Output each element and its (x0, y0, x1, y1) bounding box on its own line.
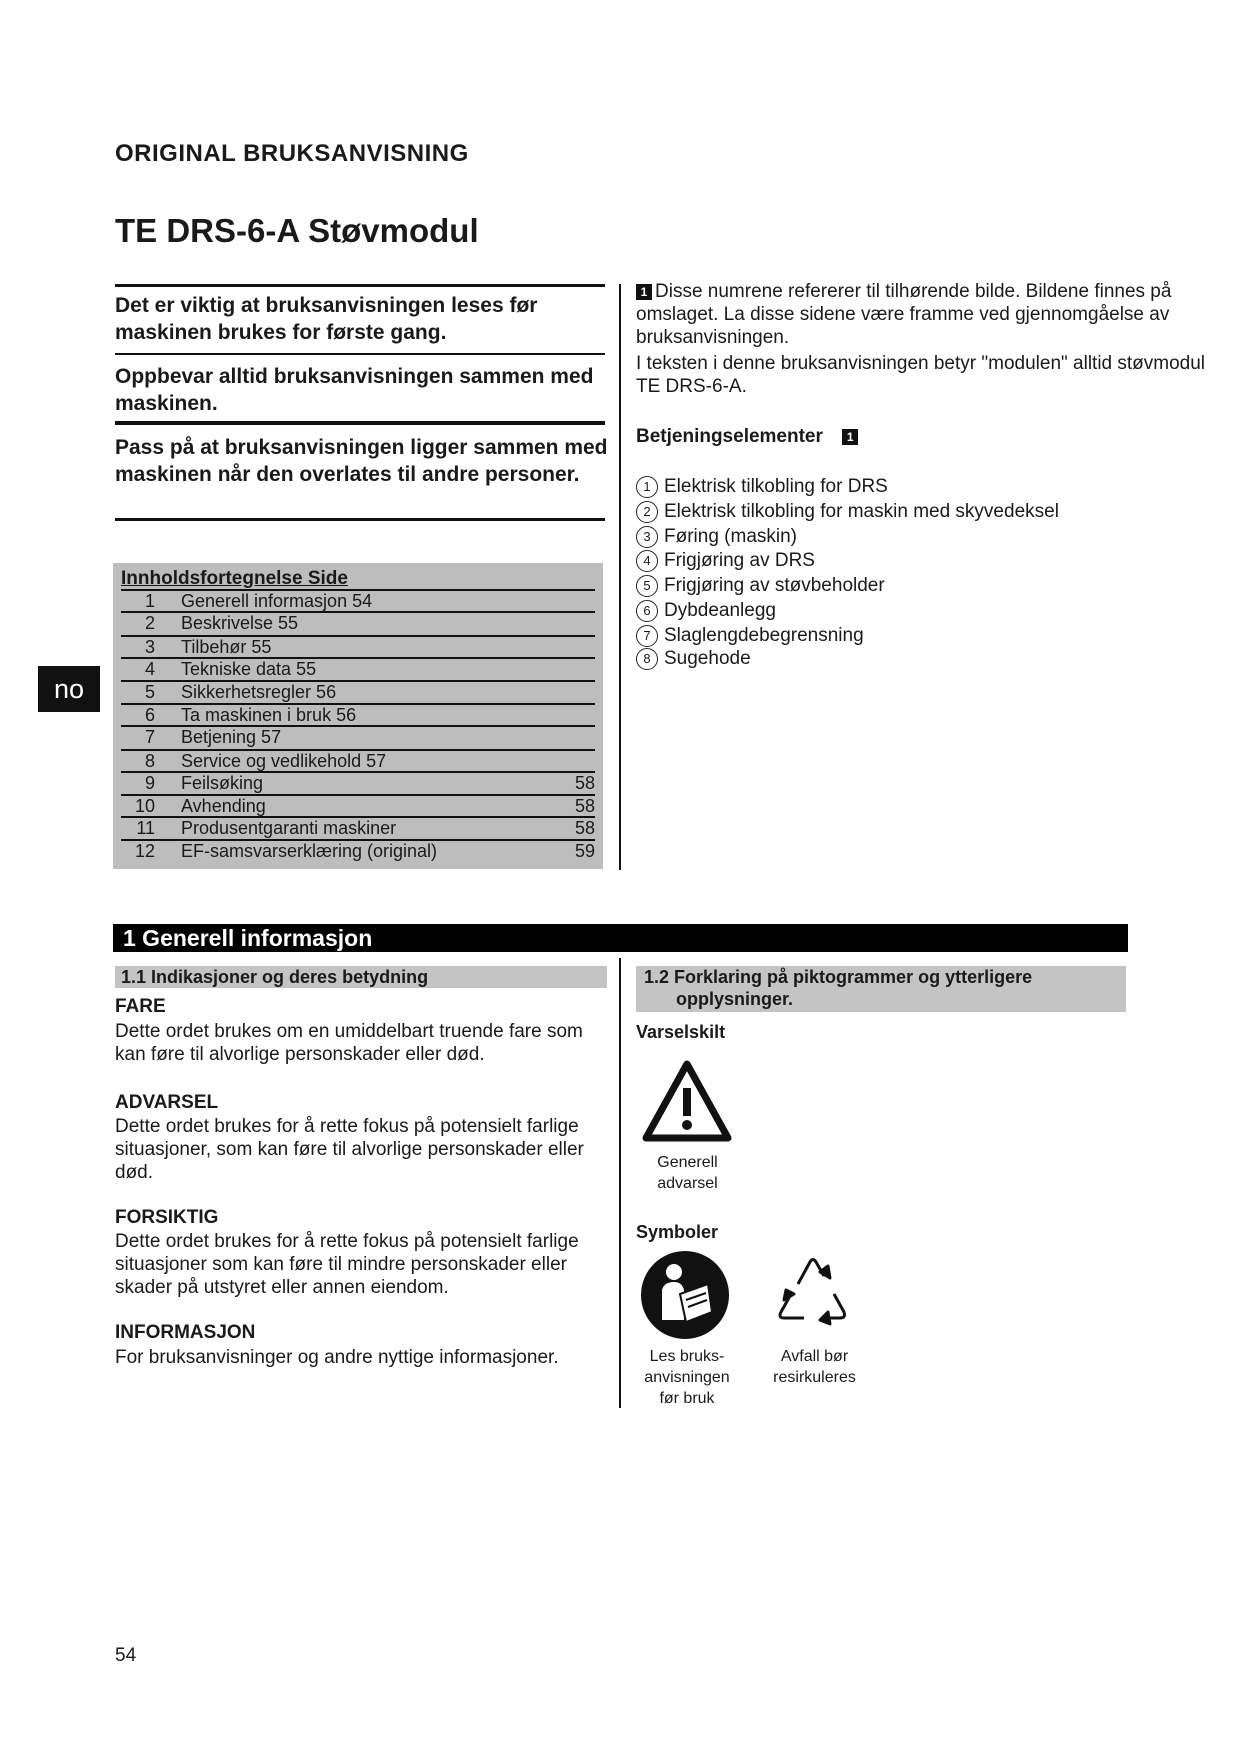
caption-line: Generell (657, 1154, 718, 1171)
control-item (636, 624, 864, 648)
control-item (636, 475, 888, 499)
toc-row (121, 749, 595, 773)
toc-title: Service og vedlikehold 57 (181, 751, 387, 771)
signal-word-fare: FARE (115, 996, 166, 1017)
control-item (636, 599, 776, 623)
toc-row (121, 635, 595, 659)
signal-word-informasjon: INFORMASJON (115, 1322, 256, 1343)
toc-row (121, 589, 595, 613)
control-label: Slaglengdebegrensning (664, 625, 864, 646)
control-label: Sugehode (664, 648, 751, 669)
caption-line: før bruk (659, 1390, 715, 1407)
column-divider (619, 284, 621, 870)
signal-text-forsiktig: Dette ordet brukes for å rette fokus på potensielt farlige situasjoner som kan føre til mindre personskader eller skader på utstyret eller annen eiendom. (115, 1231, 579, 1298)
toc-page: 58 (574, 818, 595, 838)
control-number: 8 (636, 648, 658, 670)
toc-num: 8 (144, 751, 155, 771)
toc-page: 58 (574, 796, 595, 816)
toc-row (121, 771, 595, 795)
general-warning-icon (642, 1060, 732, 1147)
figure-reference-note (636, 280, 1206, 349)
caption-line: Avfall bør (780, 1348, 849, 1365)
toc-title: Ta maskinen i bruk 56 (181, 705, 357, 725)
control-label: Frigjøring av støvbeholder (664, 575, 885, 596)
toc-row (121, 680, 595, 704)
toc-row (121, 657, 595, 681)
control-number: 7 (636, 625, 658, 647)
toc-title: Beskrivelse 55 (181, 613, 299, 633)
figure-1-badge: 1 (842, 429, 858, 445)
toc-num: 10 (134, 796, 155, 816)
toc-num: 6 (144, 705, 155, 725)
control-label: Elektrisk tilkobling for maskin med skyvedeksel (664, 501, 1059, 522)
control-item (636, 647, 751, 671)
subsection-1-2-heading (636, 966, 1126, 1012)
general-warning-caption (640, 1152, 735, 1194)
toc-page: 59 (574, 841, 595, 861)
toc-title: Avhending (181, 796, 266, 816)
toc-num: 12 (134, 841, 155, 861)
control-label: Dybdeanlegg (664, 600, 776, 621)
signal-text-fare: Dette ordet brukes om en umiddelbart truende fare som kan føre til alvorlige personskader eller død. (115, 1021, 583, 1065)
toc-title: Produsentgaranti maskiner (181, 818, 397, 838)
section-1-heading (113, 924, 1128, 952)
toc-row (121, 611, 595, 635)
control-number: 5 (636, 575, 658, 597)
subsection-1-2-line2: opplysninger. (676, 989, 794, 1009)
document-title: TE DRS-6-A Støvmodul (115, 212, 479, 249)
divider (115, 518, 605, 521)
subsection-1-2-line1: 1.2 Forklaring på piktogrammer og ytterligere (644, 967, 1033, 987)
caption-line: advarsel (657, 1175, 718, 1192)
control-number: 6 (636, 600, 658, 622)
document-header-label: ORIGINAL BRUKSANVISNING (115, 140, 469, 167)
toc-page: 58 (574, 773, 595, 793)
read-manual-caption (632, 1346, 742, 1409)
figure-reference-text: Disse numrene refererer til tilhørende bilde. Bildene finnes på omslaget. La disse sidene være framme ved gjennomgåelse av bruksanvisningen. (636, 281, 1172, 348)
figure-1-badge: 1 (636, 284, 652, 300)
read-manual-icon (640, 1250, 730, 1345)
page-number: 54 (115, 1645, 137, 1666)
intro-note-read-first: Det er viktig at bruksanvisningen leses før maskinen brukes for første gang. (115, 294, 538, 344)
divider (115, 353, 605, 355)
toc-title: Tilbehør 55 (181, 637, 272, 657)
module-definition-note: I teksten i denne bruksanvisningen betyr "modulen" alltid støvmodul TE DRS-6-A. (636, 353, 1206, 397)
toc-row (121, 794, 595, 818)
toc-num: 9 (144, 773, 155, 793)
divider (115, 284, 605, 287)
toc-num: 11 (136, 818, 155, 838)
control-label: Føring (maskin) (664, 526, 798, 547)
language-tab: no (38, 666, 100, 712)
control-label: Elektrisk tilkobling for DRS (664, 476, 888, 497)
subsection-1-1-heading: 1.1 Indikasjoner og deres betydning (115, 966, 607, 988)
toc-title: Betjening 57 (181, 727, 282, 747)
symbols-heading: Symboler (636, 1222, 719, 1242)
toc-num: 3 (144, 637, 155, 657)
toc-num: 7 (144, 727, 155, 747)
caption-line: Les bruks- (649, 1348, 725, 1365)
toc-title: Generell informasjon 54 (181, 591, 373, 611)
control-number: 2 (636, 501, 658, 523)
warning-signs-heading: Varselskilt (636, 1022, 726, 1042)
toc-row (121, 703, 595, 727)
toc-row (121, 839, 595, 863)
controls-heading-text: Betjeningselementer (636, 426, 823, 447)
toc-num: 1 (144, 591, 155, 611)
control-number: 4 (636, 550, 658, 572)
toc-title: Feilsøking (181, 773, 264, 793)
toc-num: 5 (144, 682, 155, 702)
intro-note-keep-manual: Oppbevar alltid bruksanvisningen sammen med maskinen. (115, 365, 594, 415)
divider (115, 421, 605, 425)
controls-heading (636, 426, 861, 448)
control-item (636, 574, 885, 598)
signal-text-informasjon: For bruksanvisninger og andre nyttige informasjoner. (115, 1347, 559, 1368)
signal-text-advarsel: Dette ordet brukes for å rette fokus på potensielt farlige situasjoner, som kan føre til alvorlige personskader eller død. (115, 1116, 584, 1183)
caption-line: resirkuleres (773, 1369, 856, 1386)
intro-note-pass-on: Pass på at bruksanvisningen ligger sammen med maskinen når den overlates til andre personer. (115, 436, 608, 486)
control-item (636, 500, 1059, 524)
signal-word-forsiktig: FORSIKTIG (115, 1207, 219, 1228)
control-number: 1 (636, 476, 658, 498)
recycling-caption (762, 1346, 867, 1388)
toc-heading: Innholdsfortegnelse Side (121, 568, 348, 589)
control-number: 3 (636, 526, 658, 548)
toc-row (121, 725, 595, 749)
toc-num: 4 (144, 659, 155, 679)
table-of-contents (113, 563, 603, 869)
toc-row (121, 816, 595, 840)
toc-title: Tekniske data 55 (181, 659, 317, 679)
control-item (636, 525, 797, 549)
control-label: Frigjøring av DRS (664, 550, 815, 571)
toc-num: 2 (144, 613, 155, 633)
caption-line: anvisningen (644, 1369, 730, 1386)
signal-word-advarsel: ADVARSEL (115, 1092, 219, 1113)
column-divider (619, 958, 621, 1408)
recycling-icon (768, 1250, 858, 1341)
toc-title: EF-samsvarserklæring (original) (181, 841, 438, 861)
toc-title: Sikkerhetsregler 56 (181, 682, 337, 702)
section-1-heading-text: 1 Generell informasjon (123, 925, 373, 951)
control-item (636, 549, 815, 573)
